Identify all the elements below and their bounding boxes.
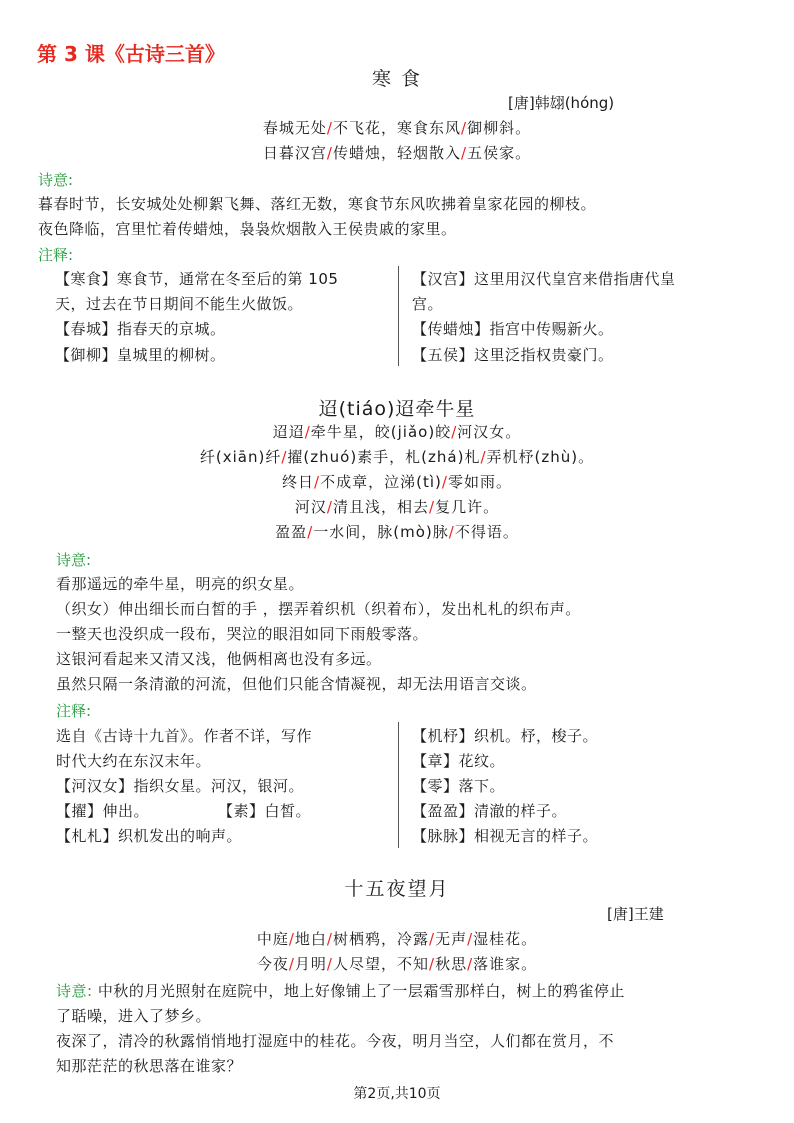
poem1-note-left-2: 天，过去在节日期间不能生火做饭。 — [55, 295, 304, 313]
poem1-note-left-1: 【寒食】寒食节，通常在冬至后的第 105 — [55, 270, 339, 288]
lesson-title: 第 3 课《古诗三首》 — [37, 42, 225, 66]
poem3-meaning-label: 诗意: — [56, 982, 93, 1000]
poem1-meaning-line-2: 夜色降临，宫里忙着传蜡烛，袅袅炊烟散入王侯贵戚的家里。 — [38, 220, 457, 238]
poem1-notes-label: 注释: — [38, 246, 74, 264]
poem2-note-right-3: 【零】落下。 — [412, 777, 506, 795]
poem1-notes-divider — [398, 266, 399, 366]
poem3-meaning-line-4: 知那茫茫的秋思落在谁家？ — [56, 1057, 243, 1075]
poem1-note-right-2: 宫。 — [412, 295, 444, 313]
poem1-note-right-1: 【汉宫】这里用汉代皇宫来借指唐代皇 — [412, 270, 676, 288]
poem2-note-right-4: 【盈盈】清澈的样子。 — [412, 802, 568, 820]
poem3-meaning-line-3: 夜深了，清冷的秋露悄悄地打湿庭中的桂花。今夜，明月当空，人们都在赏月，不 — [56, 1032, 615, 1050]
poem2-line-5: 盈盈/一水间，脉(mò)脉/不得语。 — [275, 523, 519, 541]
page-footer: 第2页,共10页 — [353, 1086, 441, 1102]
poem2-note-right-2: 【章】花纹。 — [412, 752, 506, 770]
poem2-line-2: 纤(xiān)纤/擢(zhuó)素手，札(zhá)札/弄机杼(zhù)。 — [199, 448, 595, 466]
poem1-line-1: 春城无处/不飞花，寒食东风/御柳斜。 — [262, 119, 532, 137]
poem2-line-4: 河汉/清且浅，相去/复几许。 — [294, 498, 500, 516]
poem2-meaning-line-4: 这银河看起来又清又浅，他俩相离也没有多远。 — [56, 650, 382, 668]
poem2-note-left-1: 选自《古诗十九首》。作者不详，写作 — [56, 727, 313, 745]
poem1-author: [唐]韩翃(hóng) — [508, 94, 615, 112]
poem2-notes-divider — [398, 722, 399, 848]
poem1-title: 寒 食 — [371, 68, 423, 90]
poem2-meaning-line-1: 看那遥远的牵牛星，明亮的织女星。 — [56, 575, 305, 593]
poem2-meaning-label: 诗意: — [56, 551, 92, 569]
poem2-meaning-line-2: （织女）伸出细长而白皙的手 ，摆弄着织机（织着布），发出札札的织布声。 — [56, 600, 581, 618]
poem2-meaning-line-5: 虽然只隔一条清澈的河流，但他们只能含情凝视，却无法用语言交谈。 — [56, 675, 537, 693]
poem2-note-right-5: 【脉脉】相视无言的样子。 — [412, 827, 599, 845]
poem3-line-1: 中庭/地白/树栖鸦，冷露/无声/湿桂花。 — [256, 930, 538, 948]
poem2-title: 迢(tiáo)迢牵牛星 — [318, 398, 476, 420]
poem1-line-2: 日暮汉宫/传蜡烛，轻烟散入/五侯家。 — [262, 144, 532, 162]
poem2-line-3: 终日/不成章，泣涕(tì)/零如雨。 — [282, 473, 512, 491]
poem1-note-left-4: 【御柳】皇城里的柳树。 — [55, 346, 226, 364]
poem2-note-left-6: 【札札】织机发出的响声。 — [56, 827, 243, 845]
poem1-note-right-3: 【传蜡烛】指宫中传赐新火。 — [412, 320, 614, 338]
poem3-meaning-line-2: 了聒噪，进入了梦乡。 — [56, 1007, 212, 1025]
poem1-note-right-4: 【五侯】这里泛指权贵豪门。 — [412, 346, 614, 364]
poem2-note-left-5: 【素】白皙。 — [218, 802, 312, 820]
poem2-notes-label: 注释: — [56, 702, 92, 720]
poem2-note-left-3: 【河汉女】指织女星。河汉，银河。 — [56, 777, 305, 795]
poem3-title: 十五夜望月 — [344, 878, 450, 900]
poem3-line-2: 今夜/月明/人尽望，不知/秋思/落谁家。 — [256, 955, 538, 973]
poem2-line-1: 迢迢/牵牛星，皎(jiǎo)皎/河汉女。 — [272, 423, 522, 441]
poem2-note-left-2: 时代大约在东汉末年。 — [56, 752, 212, 770]
poem1-note-left-3: 【春城】指春天的京城。 — [55, 320, 226, 338]
poem3-author: [唐]王建 — [607, 905, 664, 923]
poem1-meaning-line-1: 暮春时节，长安城处处柳絮飞舞、落红无数，寒食节东风吹拂着皇家花园的柳枝。 — [38, 195, 597, 213]
poem2-note-left-4: 【擢】伸出。 — [56, 802, 150, 820]
poem3-meaning-line-1: 诗意: 中秋的月光照射在庭院中，地上好像铺上了一层霜雪那样白，树上的鸦雀停止 — [56, 982, 625, 1000]
poem2-meaning-line-3: 一整天也没织成一段布，哭泣的眼泪如同下雨般零落。 — [56, 625, 429, 643]
poem2-note-right-1: 【机杼】织机。杼，梭子。 — [412, 727, 599, 745]
poem1-meaning-label: 诗意: — [38, 171, 74, 189]
